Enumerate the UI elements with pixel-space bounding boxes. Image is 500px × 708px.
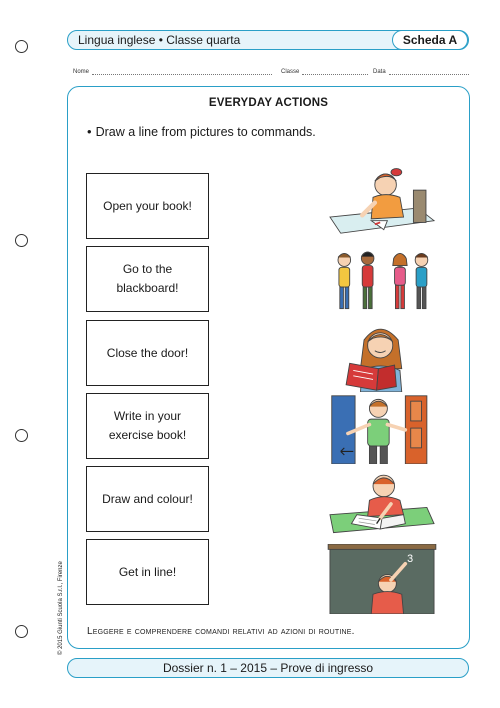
binder-hole-lower bbox=[15, 429, 28, 442]
class-field[interactable] bbox=[281, 68, 368, 75]
command-text: Open your book! bbox=[103, 198, 192, 213]
name-label: Nome bbox=[73, 69, 90, 75]
instruction bbox=[87, 124, 316, 139]
student-fields bbox=[73, 68, 471, 78]
boy-closing-door-icon[interactable] bbox=[322, 394, 442, 464]
child-drawing-icon[interactable] bbox=[322, 165, 442, 235]
command-box[interactable] bbox=[86, 539, 209, 605]
command-text: Close the door! bbox=[106, 345, 189, 360]
command-box[interactable] bbox=[86, 320, 209, 386]
name-line[interactable] bbox=[92, 68, 272, 75]
child-at-blackboard-icon[interactable] bbox=[322, 544, 442, 614]
binder-hole-bottom bbox=[15, 625, 28, 638]
command-text: Write in your exercise book! bbox=[108, 409, 187, 442]
bullet-icon: • bbox=[87, 124, 92, 139]
header-bar bbox=[67, 30, 469, 50]
header-title: Lingua inglese • Classe quarta bbox=[78, 33, 241, 47]
worksheet-title: EVERYDAY ACTIONS bbox=[208, 97, 329, 109]
girl-reading-book-icon[interactable] bbox=[322, 322, 442, 392]
children-in-line-icon[interactable] bbox=[322, 244, 442, 314]
class-line[interactable] bbox=[302, 68, 368, 75]
date-label: Data bbox=[373, 69, 386, 75]
boy-writing-exercise-book-icon[interactable] bbox=[322, 468, 442, 538]
footer-text: Dossier n. 1 – 2015 – Prove di ingresso bbox=[162, 661, 374, 675]
instruction-text: Draw a line from pictures to commands. bbox=[95, 125, 316, 139]
binder-hole-top bbox=[15, 40, 28, 53]
command-box[interactable] bbox=[86, 173, 209, 239]
command-text: Go to the blackboard! bbox=[116, 262, 179, 295]
binder-hole-upper bbox=[15, 234, 28, 247]
command-text: Draw and colour! bbox=[102, 491, 193, 506]
date-field[interactable] bbox=[373, 68, 469, 75]
command-box[interactable] bbox=[86, 246, 209, 312]
class-label: Classe bbox=[281, 69, 300, 75]
command-box[interactable] bbox=[86, 466, 209, 532]
learning-objective: Leggere e comprendere comandi relativi ad azioni di routine. bbox=[87, 626, 355, 637]
command-box[interactable] bbox=[86, 393, 209, 459]
copyright: © 2015 Giunti Scuola S.r.l., Firenze bbox=[58, 561, 64, 655]
sheet-badge: Scheda A bbox=[392, 30, 468, 50]
footer-bar bbox=[67, 658, 469, 678]
date-line[interactable] bbox=[389, 68, 469, 75]
name-field[interactable] bbox=[73, 68, 272, 75]
svg-text:3: 3 bbox=[407, 552, 414, 565]
command-text: Get in line! bbox=[118, 564, 177, 579]
